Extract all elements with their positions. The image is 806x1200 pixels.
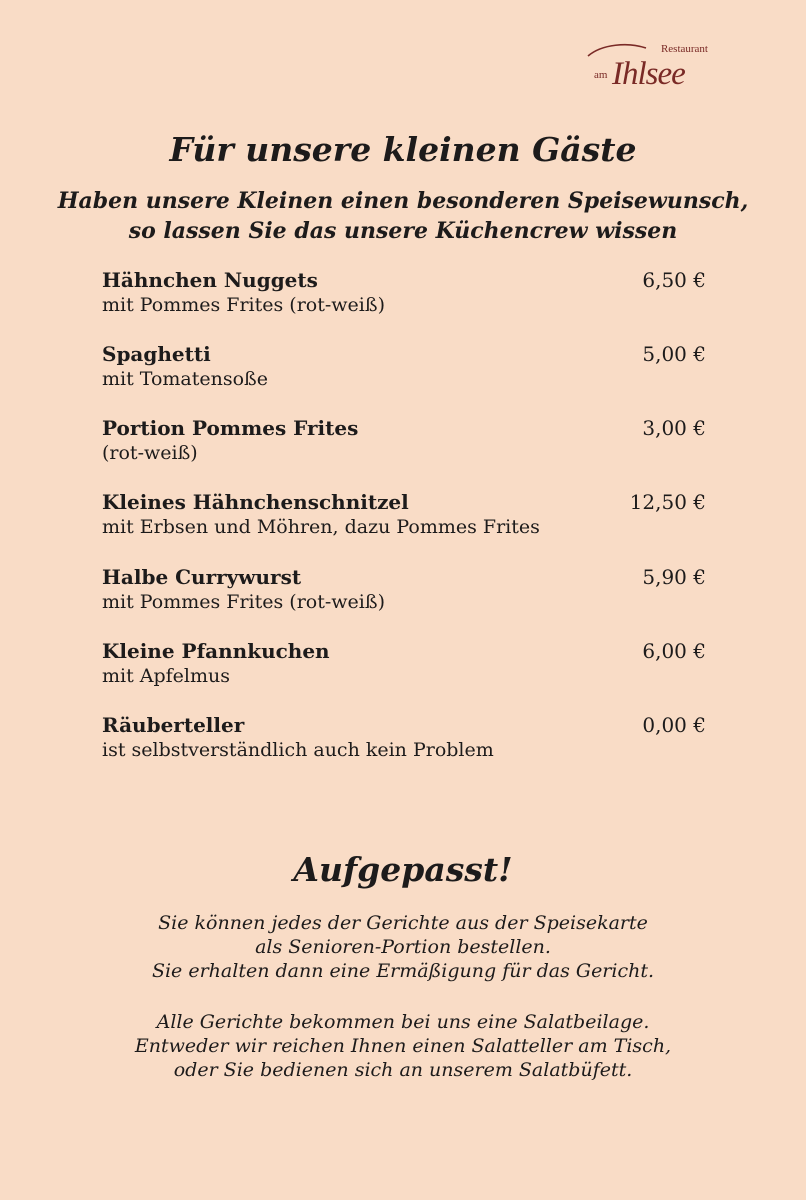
menu-item-description: mit Tomatensoße <box>102 368 268 390</box>
menu-item-description: mit Pommes Frites (rot-weiß) <box>102 294 385 316</box>
notice-text-line: als Senioren-Portion bestellen. <box>255 936 551 958</box>
menu-item-name: Halbe Currywurst <box>102 565 302 589</box>
menu-item-halbe-currywurst <box>102 564 706 618</box>
menu-item-name: Kleine Pfannkuchen <box>102 639 330 663</box>
menu-item-price: 12,50 € <box>629 490 706 514</box>
notice-text-line: Entweder wir reichen Ihnen einen Salatteller am Tisch, <box>134 1035 672 1057</box>
notice-text-line: Sie erhalten dann eine Ermäßigung für das Gericht. <box>151 960 655 982</box>
logo-name-text: Ihlsee <box>612 56 685 90</box>
notice-text-line: Alle Gerichte bekommen bei uns eine Salatbeilage. <box>156 1011 650 1033</box>
menu-item-name: Kleines Hähnchenschnitzel <box>102 490 409 514</box>
menu-item-price: 5,00 € <box>642 342 706 366</box>
subtitle-line-1: Haben unsere Kleinen einen besonderen Speisewunsch, <box>57 188 749 214</box>
logo-restaurant-text: Restaurant <box>660 43 708 55</box>
menu-item-description: ist selbstverständlich auch kein Problem <box>102 739 494 761</box>
menu-item-kleine-pfannkuchen <box>102 638 706 692</box>
menu-item-spaghetti <box>102 341 706 395</box>
menu-item-price: 0,00 € <box>642 713 706 737</box>
menu-item-description: mit Apfelmus <box>102 665 231 687</box>
menu-item-name: Portion Pommes Frites <box>102 416 359 440</box>
menu-item-portion-pommes-frites <box>102 415 706 469</box>
menu-item-price: 5,90 € <box>642 565 706 589</box>
menu-item-price: 3,00 € <box>642 416 706 440</box>
menu-item-name: Räuberteller <box>102 713 245 737</box>
notice-title: Aufgepasst! <box>293 850 513 889</box>
menu-item-price: 6,00 € <box>642 639 706 663</box>
menu-item-kleines-haehnchenschnitzel <box>102 489 706 543</box>
menu-item-description: (rot-weiß) <box>102 442 198 464</box>
logo-prefix-text: am <box>594 69 608 81</box>
menu-item-description: mit Erbsen und Möhren, dazu Pommes Frites <box>102 516 540 538</box>
menu-item-description: mit Pommes Frites (rot-weiß) <box>102 591 385 613</box>
menu-item-name: Spaghetti <box>102 342 211 366</box>
menu-item-name: Hähnchen Nuggets <box>102 268 318 292</box>
subtitle-line-2: so lassen Sie das unsere Küchencrew wissen <box>128 218 678 244</box>
notice-text-line: oder Sie bedienen sich an unserem Salatbüfett. <box>173 1059 633 1081</box>
notice-text-line: Sie können jedes der Gerichte aus der Speisekarte <box>158 912 648 934</box>
menu-item-raeuberteller <box>102 712 706 766</box>
logo-swash <box>588 45 646 56</box>
menu-item-price: 6,50 € <box>642 268 706 292</box>
restaurant-logo <box>584 38 710 90</box>
page-title: Für unsere kleinen Gäste <box>169 130 637 169</box>
menu-item-haehnchen-nuggets <box>102 267 706 321</box>
